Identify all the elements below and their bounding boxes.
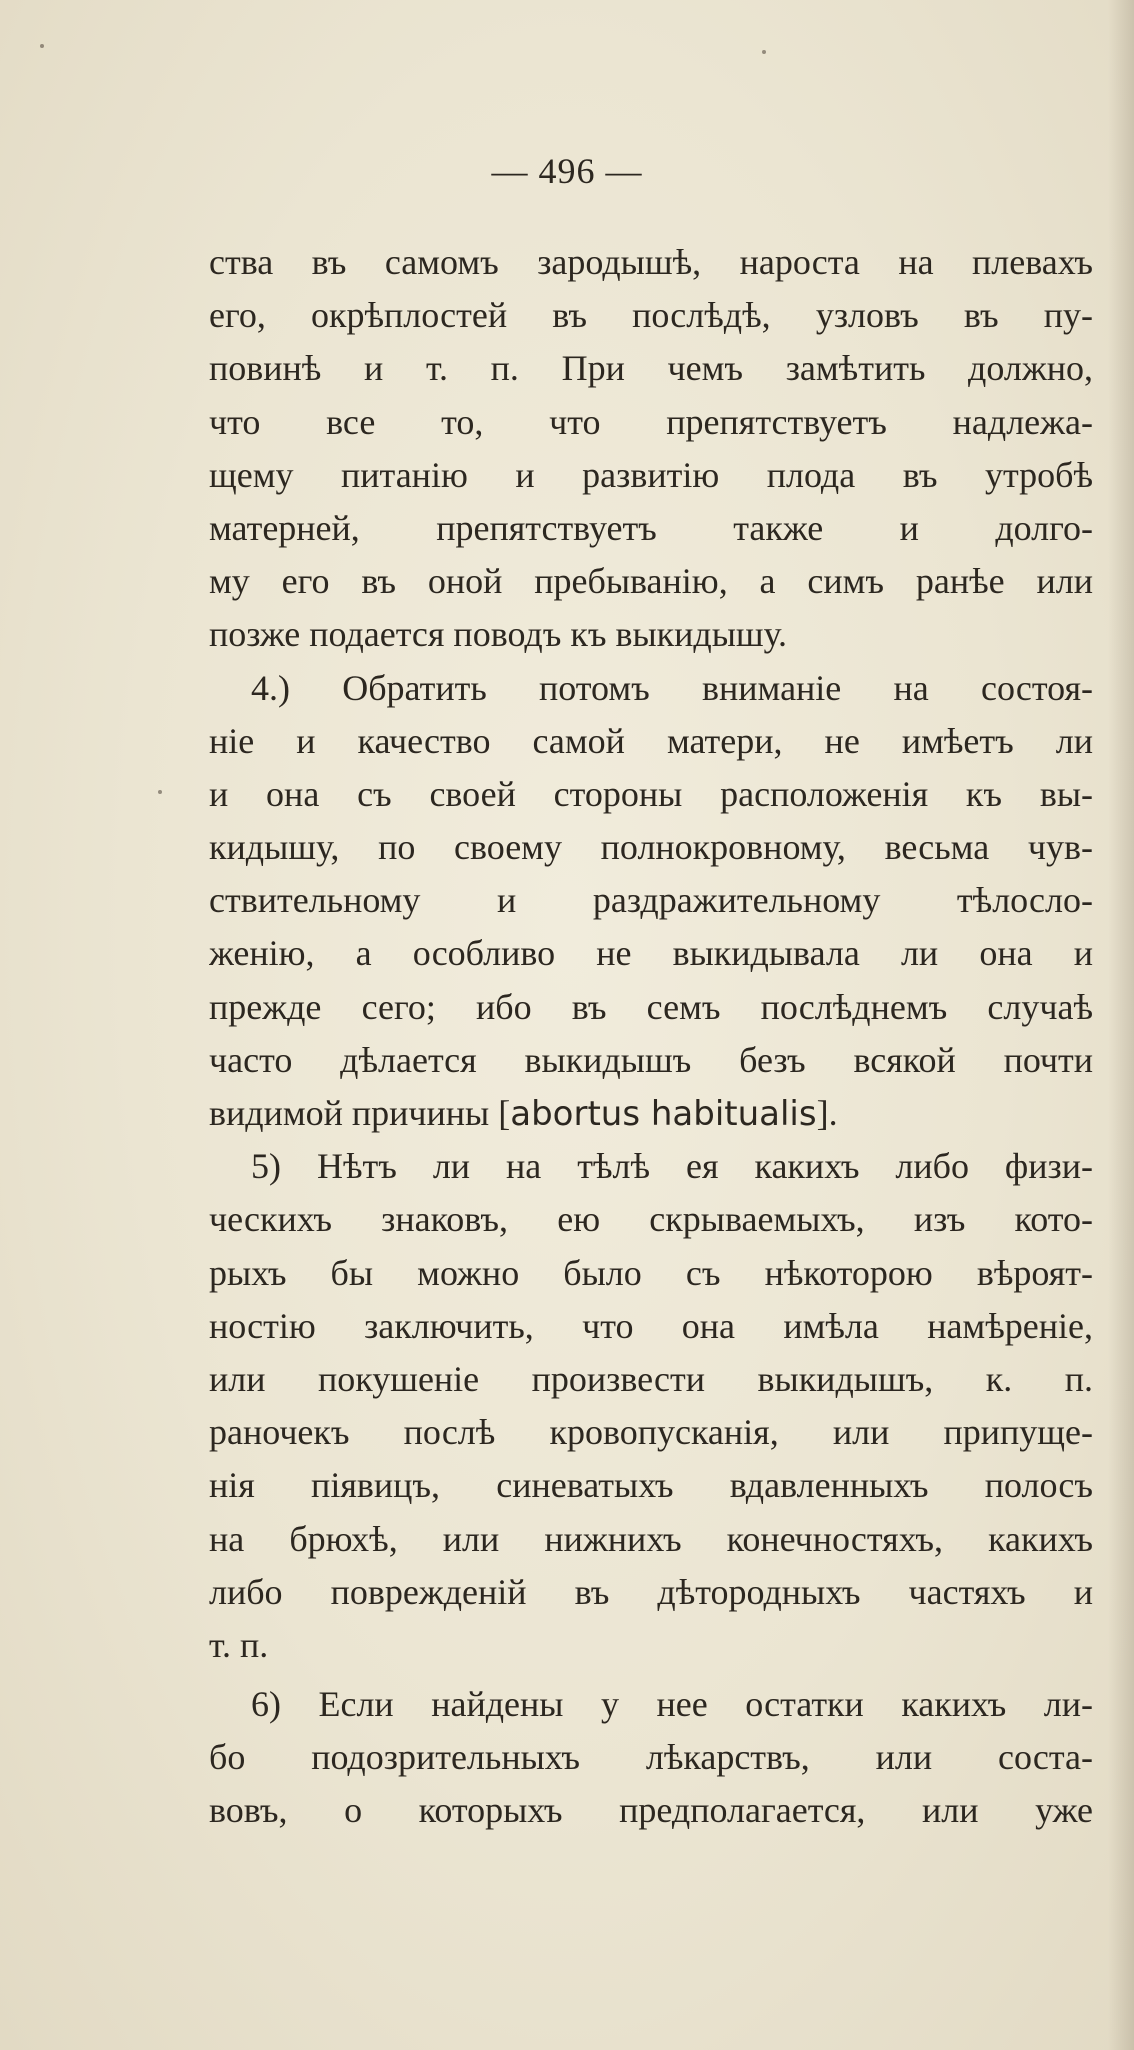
text-line-with-latin-term bbox=[209, 1087, 1093, 1140]
text-line: повинѣ и т. п. При чемъ замѣтить должно, bbox=[209, 348, 1093, 389]
text-line: его, окрѣплостей въ послѣдѣ, узловъ въ пу- bbox=[209, 295, 1093, 336]
paper-speck bbox=[158, 790, 162, 794]
latin-term: abortus habitualis bbox=[510, 1094, 817, 1134]
text-line: кидышу, по своему полнокровному, весьма чув- bbox=[209, 827, 1093, 868]
text-line: ніе и качество самой матери, не имѣетъ ли bbox=[209, 720, 1093, 761]
text-line: ствительному и раздражительному тѣлосло- bbox=[209, 880, 1093, 921]
text-line: нія піявицъ, синеватыхъ вдавленныхъ полосъ bbox=[209, 1465, 1093, 1506]
paragraph-4-start: 4.) Обратить потомъ вниманіе на состоя- bbox=[251, 667, 1093, 708]
text-line: вовъ, о которыхъ предполагается, или уже bbox=[209, 1790, 1093, 1831]
paper-speck bbox=[40, 44, 44, 48]
text-line: ческихъ знаковъ, ею скрываемыхъ, изъ кото- bbox=[209, 1199, 1093, 1240]
text-line: часто дѣлается выкидышъ безъ всякой почти bbox=[209, 1039, 1093, 1080]
text-line: щему питанію и развитію плода въ утробѣ bbox=[209, 454, 1093, 495]
text-line: на брюхѣ, или нижнихъ конечностяхъ, какихъ bbox=[209, 1518, 1093, 1559]
body-text bbox=[209, 236, 1093, 1838]
text-line: женію, а особливо не выкидывала ли она и bbox=[209, 933, 1093, 974]
text-line: рыхъ бы можно было съ нѣкоторою вѣроят- bbox=[209, 1252, 1093, 1293]
paragraph-6-start: 6) Если найдены у нее остатки какихъ ли- bbox=[251, 1684, 1093, 1725]
text-line: му его въ оной пребыванію, а симъ ранѣе или bbox=[209, 561, 1093, 602]
paper-speck bbox=[762, 50, 766, 54]
text-line: что все то, что препятствуетъ надлежа- bbox=[209, 401, 1093, 442]
text-line: или покушеніе произвести выкидышъ, к. п. bbox=[209, 1358, 1093, 1399]
text-line: и она съ своей стороны расположенія къ вы- bbox=[209, 773, 1093, 814]
text-fragment: ]. bbox=[816, 1093, 838, 1133]
text-line: раночекъ послѣ кровопусканія, или припуще- bbox=[209, 1412, 1093, 1453]
spine-shadow bbox=[1108, 0, 1134, 2050]
page-number: — 496 — bbox=[491, 151, 643, 191]
text-line: ностію заключить, что она имѣла намѣреніе, bbox=[209, 1305, 1093, 1346]
paragraph-5-start: 5) Нѣтъ ли на тѣлѣ ея какихъ либо физи- bbox=[251, 1146, 1093, 1187]
text-line: т. п. bbox=[209, 1624, 269, 1665]
text-line: ства въ самомъ зародышѣ, нароста на плевахъ bbox=[209, 242, 1093, 282]
text-line: либо поврежденій въ дѣтородныхъ частяхъ и bbox=[209, 1571, 1093, 1612]
text-fragment: видимой причины [ bbox=[209, 1093, 511, 1133]
text-line: бо подозрительныхъ лѣкарствъ, или соста- bbox=[209, 1737, 1093, 1778]
text-line: позже подается поводъ къ выкидышу. bbox=[209, 614, 788, 655]
text-line: прежде сего; ибо въ семъ послѣднемъ случаѣ bbox=[209, 986, 1093, 1027]
text-line: матерней, препятствуетъ также и долго- bbox=[209, 507, 1093, 548]
